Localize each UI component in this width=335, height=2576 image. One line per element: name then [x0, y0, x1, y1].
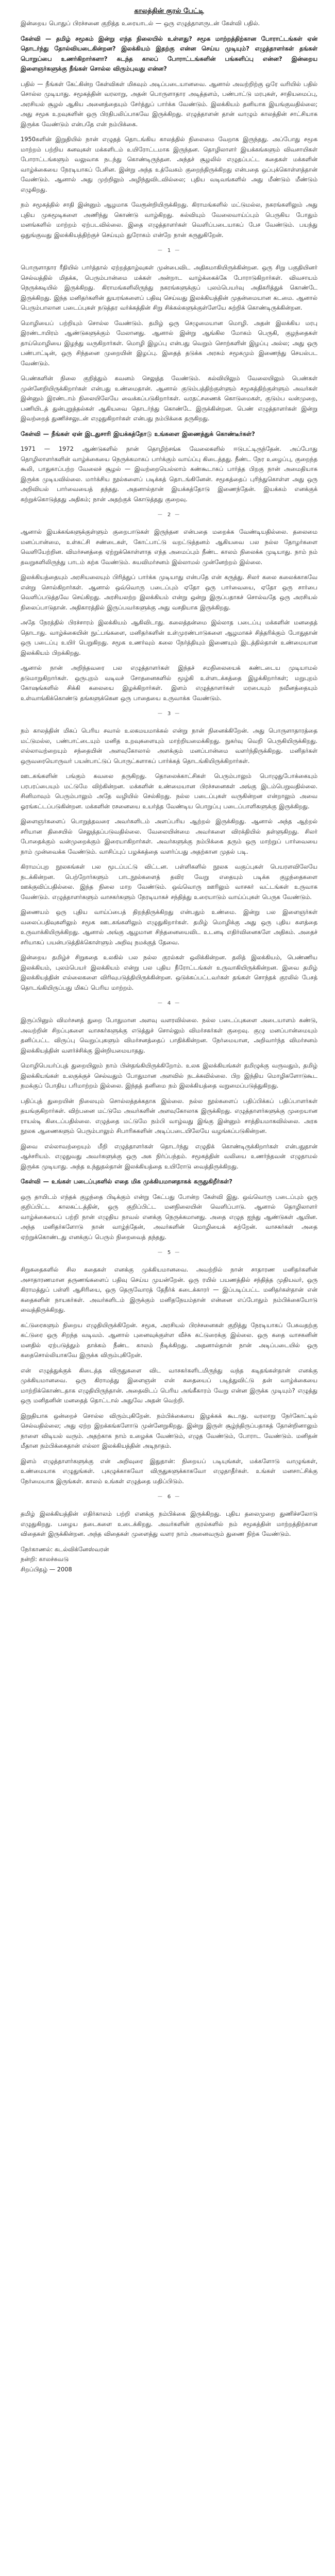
paragraph: பதிப்புத் துறையின் நிலையும் சொல்லத்தக்கதாக இல்லை. நல்ல நூல்களைப் பதிப்பிக்கப் பதிப்பாளர்கள் தயங்குகிறார்கள். விற்பனை மட்டுமே அவர்களின் அளவுகோலாக இருக்கிறது. எழுத்தாளர்களுக்கு முறையான ராயல்டி கிடைப்பதில்லை. எழுத்தை மட்டுமே நம்பி வாழ்வது இங்கு இன்னும் சாத்தியமாகவில்லை. அரசு நூலக ஆணைகளும் பெரும்பாலும் சிபாரிசுகளின் அடிப்படையிலேயே வழங்கப்படுகின்றன.	[21, 1097, 317, 1134]
page-number: — 2 —	[157, 512, 181, 518]
paragraph: இளைஞர்களைப் பொறுத்தவரை அவர்களிடம் அளப்பரிய ஆற்றல் இருக்கிறது. ஆனால் அந்த ஆற்றல் சரியான திசையில் செலுத்தப்படுவதில்லை. வேலையின்மை அவர்களை விரக்தியில் தள்ளுகிறது. சிலர் போதைக்கும் வன்முறைக்கும் இரையாகிறார்கள். அவர்களுக்கு நம்பிக்கை தரும் ஒரு மாற்றுப் பார்வையை நாம் முன்வைக்க வேண்டும். வாசிப்புப் பழக்கத்தை வளர்ப்பது அதற்கான முதல் படி.	[21, 818, 317, 855]
paragraph: இன்றைய பொதுப் பிரச்சனை குறித்த உரையாடல் — ஒரு எழுத்தாளருடன் கேள்வி பதில்.	[21, 20, 260, 27]
paragraph: 1971 — 1972 ஆண்டுகளில் நான் தொழிற்சங்க வேலைகளில் ஈடுபட்டிருந்தேன். அப்போது தொழிலாளர்களின் வாழ்க்கையை நெருக்கமாகப் பார்க்கும் வாய்ப்பு கிடைத்தது. நீண்ட நேர உழைப்பு, குறைந்த கூலி, பாதுகாப்பற்ற வேலைச் சூழல் — இவற்றையெல்லாம் கண்கூடாகப் பார்த்த பிறகு நான் அமைதியாக இருக்க முடியவில்லை. மார்க்சிய நூல்களைப் படிக்கத் தொடங்கினேன். சமூகத்தைப் புரிந்துகொள்ள அது ஒரு அறிவியல் பார்வையைத் தந்தது. அதனால்தான் இயக்கத்தோடு இணைந்தேன். இயக்கம் எனக்குக் கற்றுக்கொடுத்தது அதிகம்; நான் அதற்குக் கொடுத்தது குறைவு.	[21, 445, 317, 503]
page-number-label: 5	[167, 1249, 171, 1256]
document-title: காலத்தின் குரல் பேட்டி	[134, 7, 204, 15]
paragraph: பதில் — நீங்கள் கேட்கின்ற கேள்விகள் மிகவும் அடிப்படையானவை. ஆனால் அவற்றிற்கு ஒரே வரியில் பதில் சொல்ல முடியாது. சமூகத்தின் வரலாறு, அதன் பொருளாதார அடித்தளம், பண்பாட்டு மரபுகள், சாதியமைப்பு, அரசியல் சூழல் ஆகிய அனைத்தையும் சேர்த்துப் பார்க்க வேண்டும். இலக்கியம் தனியாக இயங்குவதில்லை; அது சமூக உறவுகளின் ஒரு பிரதிபலிப்பாகவே இருக்கிறது. எழுத்தாளன் தான் வாழும் காலத்தின் சாட்சியாக இருக்க வேண்டும் என்பதே என் நம்பிக்கை.	[21, 80, 317, 128]
paragraph: கட்டுரைகளும் நிறைய எழுதியிருக்கிறேன். சமூக, அரசியல் பிரச்சனைகள் குறித்து நேரடியாகப் பேசுவதற்கு கட்டுரை ஒரு சிறந்த வடிவம். ஆனால் புனைவுக்குள்ள வீச்சு கட்டுரைக்கு இல்லை. ஒரு கதை வாசகனின் மனதில் ஏற்படுத்தும் தாக்கம் நீண்ட காலம் நீடிக்கிறது. அதனால்தான் நான் அடிப்படையில் ஒரு கதைசொல்லியாகவே இருக்க விரும்புகிறேன்.	[21, 1321, 317, 1359]
signoff-line-3: சிறப்பிதழ் — 2008	[21, 1565, 72, 1573]
paragraph: பொருளாதார ரீதியில் பார்த்தால் ஏற்றத்தாழ்வுகள் முன்பைவிட அதிகமாகியிருக்கின்றன. ஒரு சிறு பகுதியினர் செல்வத்தில் மிதக்க, பெரும்பான்மை மக்கள் அன்றாட வாழ்க்கைக்கே போராடுகிறார்கள். விவசாயம் நெருக்கடியில் இருக்கிறது. கிராமங்களிலிருந்து நகரங்களுக்குப் புலம்பெயர்வு அதிகரித்துக் கொண்டே இருக்கிறது. இந்த மனிதர்களின் துயரங்களைப் பதிவு செய்வது இலக்கியத்தின் முதன்மையான கடமை. ஆனால் பெரும்பாலான படைப்புகள் நடுத்தர வர்க்கத்தின் சிறு சிக்கல்களுக்குள்ளேயே சுற்றிக் கொண்டிருக்கின்றன.	[21, 264, 317, 311]
paragraph: அதே நேரத்தில் பிரச்சாரம் இலக்கியம் ஆகிவிடாது. கலைத்தன்மை இல்லாத படைப்பு மக்களின் மனதைத் தொடாது. வாழ்க்கையின் நுட்பங்களை, மனிதர்களின் உள்முரண்பாடுகளை ஆழமாகச் சித்தரிக்கும் போதுதான் ஒரு படைப்பு உயிர் பெறுகிறது. சமூக உணர்வும் கலை நேர்த்தியும் இணையும் இடத்தில்தான் உண்மையான இலக்கியம் பிறக்கிறது.	[21, 619, 317, 656]
document-body	[21, 19, 317, 1539]
page-number-label: 2	[167, 512, 171, 518]
page-number-label: 6	[167, 1494, 171, 1500]
paragraph: இலக்கியத்தையும் அரசியலையும் பிரித்துப் பார்க்க முடியாது என்பதே என் கருத்து. சிலர் கலை கலைக்காகவே என்று சொல்கிறார்கள். ஆனால் ஒவ்வொரு படைப்பும் ஏதோ ஒரு பார்வையை, ஏதோ ஒரு சார்பை வெளிப்படுத்தவே செய்கிறது. அரசியலற்ற இலக்கியம் என்று ஒன்று இருப்பதாகச் சொல்வதே ஒரு அரசியல் நிலைப்பாடுதான். அதிகாரத்தில் இருப்பவர்களுக்கு அது வசதியாக இருக்கிறது.	[21, 573, 317, 611]
paragraph: நம் சமூகத்தில் சாதி இன்னும் ஆழமாக வேரூன்றியிருக்கிறது. கிராமங்களில் மட்டுமல்ல, நகரங்களிலும் அது புதிய முகமூடிகளை அணிந்து கொண்டு வாழ்கிறது. கல்வியும் வேலைவாய்ப்பும் பெருகிய போதும் மனங்களில் மாற்றம் ஏற்படவில்லை. இதை எழுத்தாளர்கள் வெளிப்படையாகப் பேச வேண்டும். பயந்து ஒதுங்குவது இலக்கியத்திற்குச் செய்யும் துரோகம் என்றே நான் கருதுகிறேன்.	[21, 201, 317, 239]
paragraph: இவை எல்லாவற்றையும் மீறி எழுத்தாளர்கள் தொடர்ந்து எழுதிக் கொண்டிருக்கிறார்கள் என்பதுதான் ஆச்சரியம். எழுதுவது அவர்களுக்கு ஒரு அக நிர்ப்பந்தம். சமூகத்தின் வலியை உணர்ந்தவன் எழுதாமல் இருக்க முடியாது. அந்த உந்துதல்தான் இலக்கியத்தை உயிரோடு வைத்திருக்கிறது.	[21, 1142, 317, 1170]
paragraph: 1950களின் இறுதியில் நான் எழுதத் தொடங்கிய காலத்தில் நிலைமை வேறாக இருந்தது. அப்போது சமூக மாற்றம் பற்றிய கனவுகள் மக்களிடம் உயிரோட்டமாக இருந்தன. தொழிலாளர் இயக்கங்களும் விவசாயிகள் போராட்டங்களும் வலுவாக நடந்து கொண்டிருந்தன. அந்தச் சூழலில் எழுதப்பட்ட கதைகள் மக்களின் வாழ்க்கையை நேரடியாகப் பேசின. இன்று அந்த உத்வேகம் குறைந்திருக்கிறது என்பதை ஒப்புக்கொள்ளத்தான் வேண்டும். ஆனால் அது முற்றிலும் அழிந்துவிடவில்லை; புதிய வடிவங்களில் அது மீண்டும் மீண்டும் எழுகிறது.	[21, 135, 317, 193]
page-number: — 1 —	[157, 247, 181, 253]
page-number: — 5 —	[157, 1249, 181, 1256]
page-number: — 6 —	[157, 1494, 181, 1500]
signoff	[21, 1545, 317, 1575]
paragraph: இறுதியாக ஒன்றைச் சொல்ல விரும்புகிறேன். நம்பிக்கையை இழக்கக் கூடாது. வரலாறு நேர்கோட்டில் செல்வதில்லை; அது ஏற்ற இறக்கங்களோடு முன்னேறுகிறது. இன்று இருள் சூழ்ந்திருப்பதாகத் தோன்றினாலும் நாளை விடியல் வரும். அதற்காக நாம் உழைக்க வேண்டும், எழுத வேண்டும், போராட வேண்டும். மனிதன் மீதான நம்பிக்கைதான் எல்லா இலக்கியத்தின் அடிநாதம்.	[21, 1412, 317, 1449]
paragraph: இளம் எழுத்தாளர்களுக்கு என் அறிவுரை இதுதான்: நிறையப் படியுங்கள், மக்களோடு வாழுங்கள், உண்மையாக எழுதுங்கள். புகழுக்காகவோ விருதுகளுக்காகவோ எழுதாதீர்கள். உங்கள் மனசாட்சிக்கு நேர்மையாக இருங்கள். காலம் உங்கள் எழுத்தை மதிப்பிடும்.	[21, 1457, 317, 1485]
paragraph: நம் காலத்தின் மிகப் பெரிய சவால் உலகமயமாக்கல் என்று நான் நினைக்கிறேன். அது பொருளாதாரத்தை மட்டுமல்ல, பண்பாட்டையும் மனித உறவுகளையும் மாற்றியமைக்கிறது. நுகர்வு வெறி பெருகியிருக்கிறது. எல்லாவற்றையும் சந்தையின் அளவுகோலால் அளக்கும் மனப்பான்மை வளர்ந்திருக்கிறது. மனிதர்கள் ஒருவரையொருவர் பயன்பாட்டுப் பொருட்களாகப் பார்க்கத் தொடங்கியிருக்கிறார்கள்.	[21, 727, 317, 765]
signoff-line-1: நேர்காணல்: கடல்விக்னேஸ்வரன்	[21, 1545, 109, 1553]
paragraph: மொழியைப் பற்றியும் சொல்ல வேண்டும். தமிழ் ஒரு செழுமையான மொழி. அதன் இலக்கிய மரபு இரண்டாயிரம் ஆண்டுகளுக்கும் மேலானது. ஆனால் இன்று ஆங்கில மோகம் பெருகி, குழந்தைகள் தாய்மொழியை இழந்து வருகிறார்கள். மொழி இழப்பு என்பது வெறும் சொற்களின் இழப்பு அல்ல; அது ஒரு பண்பாட்டின், ஒரு சிந்தனை முறையின் இழப்பு. இதைத் தடுக்க அரசும் சமூகமும் இணைந்து செயல்பட வேண்டும்.	[21, 319, 317, 367]
paragraph: தமிழ் இலக்கியத்தின் எதிர்காலம் பற்றி எனக்கு நம்பிக்கை இருக்கிறது. புதிய தலைமுறை துணிச்சலோடு எழுதுகிறது. பழைய தடைகளை உடைக்கிறது. அவர்களின் குரல்களில் நம் சமூகத்தின் மாற்றத்திற்கான விதைகள் இருக்கின்றன. அந்த விதைகள் முளைத்து வளர நாம் அனைவரும் துணை நிற்க வேண்டும்.	[21, 1510, 317, 1537]
paragraph: சிறுகதைகளில் சில கதைகள் எனக்கு முக்கியமானவை. அவற்றில் நான் சாதாரண மனிதர்களின் அசாதாரணமான தருணங்களைப் பதிவு செய்ய முயன்றேன். ஒரு ரயில் பயணத்தில் சந்தித்த முதியவர், ஒரு கிராமத்துப் பள்ளி ஆசிரியை, ஒரு தெருவோரத் தேநீர்க் கடைக்காரர் — இப்படிப்பட்ட மனிதர்கள்தான் என் கதைகளின் நாயகர்கள். அவர்களிடம் இருக்கும் மனிதநேயம்தான் என்னை எப்போதும் நம்பிக்கையோடு வைத்திருக்கிறது.	[21, 1266, 317, 1313]
page-number-label: 1	[167, 247, 171, 253]
paragraph: ஒரு தாயிடம் எந்தக் குழந்தை பிடிக்கும் என்று கேட்பது போன்ற கேள்வி இது. ஒவ்வொரு படைப்பும் ஒரு குறிப்பிட்ட காலகட்டத்தின், ஒரு குறிப்பிட்ட மனநிலையின் வெளிப்பாடு. ஆனால் தொழிலாளர் வாழ்க்கையைப் பற்றி நான் எழுதிய நாவல் எனக்கு நெருக்கமானது. அதை எழுத ஐந்து ஆண்டுகள் ஆயின. அந்த மனிதர்களோடு நான் வாழ்ந்தேன், அவர்களின் மொழியைக் கற்றேன். வாசகர்கள் அதை ஏற்றுக்கொண்டது எனக்குப் பெரும் நிறைவைத் தந்தது.	[21, 1193, 317, 1241]
paragraph: இன்றைய தமிழ்ச் சிறுகதை உலகில் பல நல்ல குரல்கள் ஒலிக்கின்றன. தலித் இலக்கியம், பெண்ணிய இலக்கியம், புலம்பெயர் இலக்கியம் என்று பல புதிய நீரோட்டங்கள் உருவாகியிருக்கின்றன. இவை தமிழ் இலக்கியத்தின் எல்லைகளை விரிவுபடுத்தியிருக்கின்றன. ஒடுக்கப்பட்டவர்கள் தங்கள் சொந்தக் குரலில் பேசத் தொடங்கியிருப்பது மிகப் பெரிய மாற்றம்.	[21, 954, 317, 991]
paragraph: என் எழுத்துக்குக் கிடைத்த விருதுகளை விட வாசகர்களிடமிருந்து வந்த கடிதங்கள்தான் எனக்கு முக்கியமானவை. ஒரு கிராமத்து இளைஞன் என் கதையைப் படித்துவிட்டு தன் வாழ்க்கையை மாற்றிக்கொண்டதாக எழுதியிருந்தான். அதைவிடப் பெரிய அங்கீகாரம் வேறு என்ன இருக்க முடியும்? எழுத்து ஒரு மனிதனின் மனதைத் தொட்டால் அதுவே அதன் வெற்றி.	[21, 1366, 317, 1404]
paragraph: மொழிபெயர்ப்புத் துறையிலும் நாம் பின்தங்கியிருக்கிறோம். உலக இலக்கியங்கள் தமிழுக்கு வருவதும், தமிழ் இலக்கியங்கள் உலகுக்குச் செல்வதும் போதுமான அளவில் நடக்கவில்லை. பிற இந்திய மொழிகளோடுகூட நமக்குப் போதிய பரிமாற்றம் இல்லை. இந்தத் தனிமை நம் இலக்கியத்தை வறுமைப்படுத்துகிறது.	[21, 1062, 317, 1089]
interview-question: கேள்வி — நீங்கள் ஏன் இடதுசாரி இயக்கத்தோடு உங்களை இணைத்துக் கொண்டீர்கள்?	[21, 430, 255, 437]
paragraph: ஆனால் இயக்கங்களுக்குள்ளும் குறைபாடுகள் இருந்தன என்பதை மறைக்க வேண்டியதில்லை. தலைமை மனப்பான்மை, உள்கட்சி சண்டைகள், கோட்பாட்டு வறட்டுத்தனம் ஆகியவை பல நல்ல தோழர்களை வெளியேற்றின. விமர்சனத்தை ஏற்றுக்கொள்ளாத எந்த அமைப்பும் நீண்ட காலம் நிலைக்க முடியாது. நாம் நம் தவறுகளிலிருந்து பாடம் கற்க வேண்டும். சுயவிமர்சனம் இல்லாமல் முன்னேற்றம் இல்லை.	[21, 528, 317, 566]
paragraph: பெண்களின் நிலை குறித்தும் கவனம் செலுத்த வேண்டும். கல்வியிலும் வேலையிலும் பெண்கள் முன்னேறியிருக்கிறார்கள் என்பது உண்மைதான். ஆனால் குடும்பத்திற்குள்ளும் சமூகத்திற்குள்ளும் அவர்கள் இன்னும் இரண்டாம் நிலையிலேயே வைக்கப்படுகிறார்கள். வரதட்சணைக் கொடுமைகள், குடும்ப வன்முறை, பணியிடத் துன்புறுத்தல்கள் ஆகியவை தொடர்ந்து கொண்டே இருக்கின்றன. பெண் எழுத்தாளர்கள் இன்று இவற்றைத் துணிச்சலுடன் எழுதுகிறார்கள் என்பது நம்பிக்கை தருகிறது.	[21, 375, 317, 422]
page-number: — 3 —	[157, 710, 181, 717]
paragraph: இருப்பினும் விமர்சனத் துறை போதுமான அளவு வளரவில்லை. நல்ல படைப்புகளை அடையாளம் கண்டு, அவற்றின் சிறப்புகளை வாசகர்களுக்கு எடுத்துச் சொல்லும் விமர்சகர்கள் குறைவு. குழு மனப்பான்மையும் தனிப்பட்ட விருப்பு வெறுப்புகளும் விமர்சனத்தைப் பாதிக்கின்றன. நேர்மையான, அறிவார்ந்த விமர்சனம் இலக்கியத்தின் வளர்ச்சிக்கு இன்றியமையாதது.	[21, 1016, 317, 1054]
paragraph: இணையம் ஒரு புதிய வாய்ப்பைத் திறந்திருக்கிறது என்பதும் உண்மை. இன்று பல இளைஞர்கள் வலைப்பதிவுகளிலும் சமூக ஊடகங்களிலும் எழுதுகிறார்கள். தமிழ் மொழிக்கு அது ஒரு புதிய களத்தை உருவாக்கியிருக்கிறது. ஆனால் அங்கு ஆழமான சிந்தனையைவிட உடனடி எதிர்வினைகளே அதிகம். அதைச் சரியாகப் பயன்படுத்திக்கொள்ளும் அறிவு நமக்குத் தேவை.	[21, 908, 317, 946]
paragraph: ஆனால் நான் அறிந்தவரை பல எழுத்தாளர்கள் இந்தச் சமநிலையைக் கண்டடைய முடியாமல் தடுமாறுகிறார்கள். ஒருபுறம் வடிவச் சோதனைகளில் மூழ்கி உள்ளடக்கத்தை இழக்கிறார்கள்; மறுபுறம் கோஷங்களில் சிக்கி கலையை இழக்கிறார்கள். இளம் எழுத்தாளர்கள் மரபையும் நவீனத்தையும் உள்வாங்கிக்கொண்டு தங்களுக்கென ஒரு பாதையை உருவாக்க வேண்டும்.	[21, 664, 317, 702]
paragraph: ஊடகங்களின் பங்கும் கவலை தருகிறது. தொலைக்காட்சிகள் பெரும்பாலும் பொழுதுபோக்கையும் பரபரப்பையும் மட்டுமே விற்கின்றன. மக்களின் உண்மையான பிரச்சனைகள் அங்கு இடம்பெறுவதில்லை. சினிமாவும் பெரும்பாலும் அதே வழியில் செல்கிறது. நல்ல படைப்புகள் வருகின்றன என்றாலும் அவை ஓரங்கட்டப்படுகின்றன. மக்களின் ரசனையை உயர்த்த வேண்டிய பொறுப்பு படைப்பாளிகளுக்கு இருக்கிறது.	[21, 772, 317, 810]
paragraph: கிராமப்புற நூலகங்கள் பல மூடப்பட்டு விட்டன. பள்ளிகளில் நூலக வகுப்புகள் பெயரளவிலேயே நடக்கின்றன. பெற்றோர்களும் பாடநூல்களைத் தவிர வேறு எதையும் படிக்க குழந்தைகளை ஊக்குவிப்பதில்லை. இந்த நிலை மாற வேண்டும். ஒவ்வொரு ஊரிலும் வாசகர் வட்டங்கள் உருவாக வேண்டும். எழுத்தாளர்களும் வாசகர்களும் நேரடியாகச் சந்தித்து உரையாடும் வாய்ப்புகள் பெருக வேண்டும்.	[21, 863, 317, 901]
page-number-label: 4	[167, 1000, 171, 1006]
page-number: — 4 —	[157, 1000, 181, 1006]
page-number-label: 3	[167, 710, 171, 717]
interview-question: கேள்வி — தமிழ் சமூகம் இன்று எந்த நிலையில் உள்ளது? சமூக மாற்றத்திற்கான போராட்டங்கள் ஏன் தொடர்ந்து தோல்வியடைகின்றன? இலக்கியம் இதற்கு என்ன செய்ய முடியும்? எழுத்தாளர்கள் தங்கள் பொறுப்பை உணர்கிறார்களா? கடந்த காலப் போராட்டங்களின் பங்களிப்பு என்ன? இன்றைய இளைஞர்களுக்கு நீங்கள் சொல்ல விரும்புவது என்ன?	[21, 35, 317, 72]
signoff-line-2: நன்றி: காலச்சுவடு	[21, 1555, 69, 1563]
interview-question: கேள்வி — உங்கள் படைப்புகளில் எதை மிக முக்கியமானதாகக் கருதுகிறீர்கள்?	[21, 1178, 232, 1185]
